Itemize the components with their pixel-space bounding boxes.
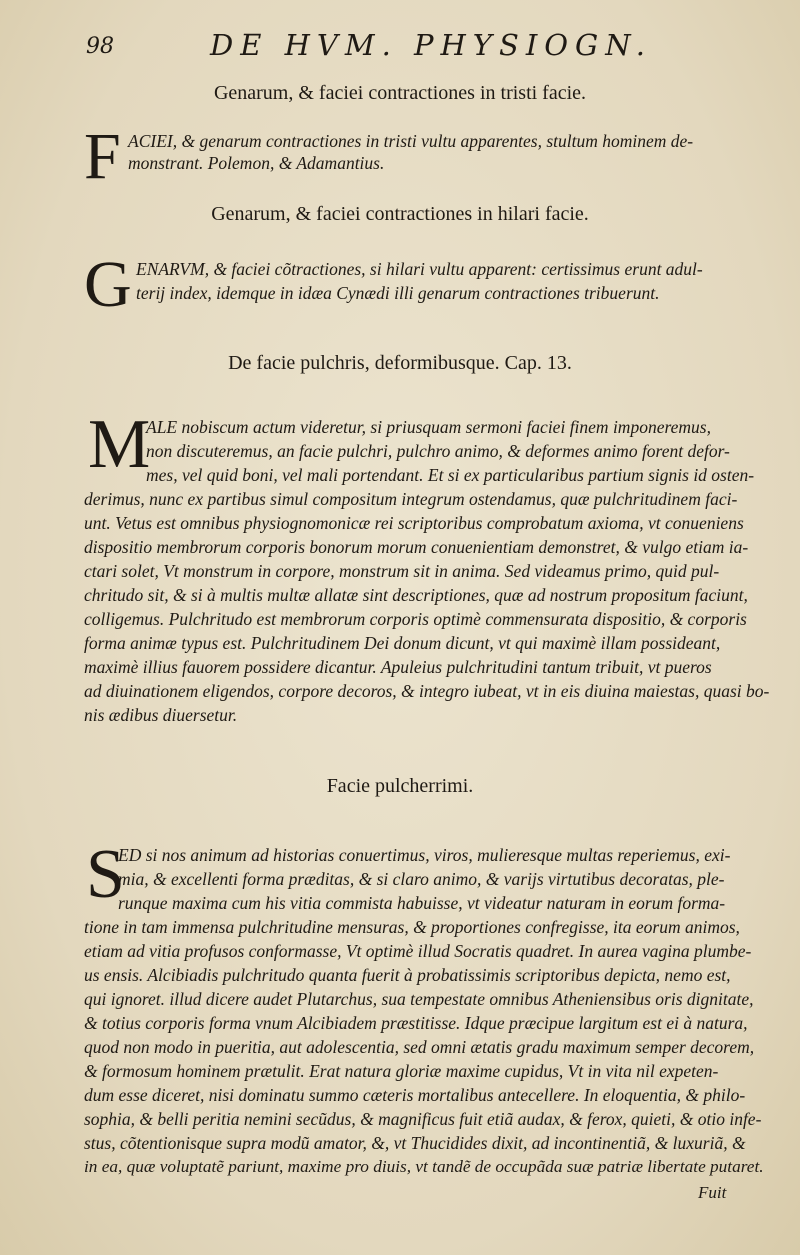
- text-line: tione in tam immensa pulchritudine mensuras, & proportiones confregisse, ita eorum animos,: [84, 917, 740, 937]
- text-line: quod non modo in pueritia, aut adolescentia, sed omni ætatis gradu maximum semper decorem,: [84, 1037, 755, 1057]
- paragraph: [84, 408, 770, 738]
- text-line: us ensis. Alcibiadis pulchritudo quanta fuerit à probatissimis scriptoribus depicta, nemo est,: [84, 965, 731, 985]
- text-line: ctari solet, Vt monstrum in corpore, monstrum sit in anima. Sed videamus primo, quid pul-: [84, 561, 720, 581]
- drop-cap: G: [84, 248, 132, 321]
- text-line: & formosum hominem prætulit. Erat natura gloriæ maxime cupidus, Vt in vita nil expeten-: [84, 1061, 719, 1081]
- text-line: sophia, & belli peritia nemini secũdus, & magnificus fuit etiã audax, & ferox, quieti, & otio infe-: [84, 1109, 762, 1129]
- text-line: ACIEI, & genarum contractiones in tristi vultu apparentes, stultum hominem de-: [128, 131, 694, 151]
- chapter-heading: De facie pulchris, deformibusque. Cap. 13.: [228, 352, 572, 374]
- page-number: 98: [86, 34, 114, 59]
- text-line: & totius corporis forma vnum Alcibiadem præstitisse. Idque præcipue largitum est ei à natura,: [84, 1013, 748, 1033]
- text-line: non discuteremus, an facie pulchri, pulchro animo, & deformes animo forent defor-: [146, 441, 730, 461]
- text-line: ALE nobiscum actum videretur, si priusquam sermoni faciei finem imponeremus,: [146, 417, 711, 437]
- text-line: nis ædibus diuersetur.: [84, 705, 238, 725]
- text-line: etiam ad vitia profusos conformasse, Vt optimè illud Socratis quadret. In aurea vagina plumbe-: [84, 941, 752, 961]
- text-line: maximè illius fauorem possidere dicantur. Apuleius pulchritudini tantum tribuit, vt pueros: [84, 657, 712, 677]
- text-line: ED si nos animum ad historias conuertimus, viros, mulieresque multas reperiemus, exi-: [118, 845, 731, 865]
- text-line: mes, vel quid boni, vel mali portendant. Et si ex particularibus partium signis id osten-: [146, 465, 755, 485]
- section-heading: Facie pulcherrimi.: [326, 775, 474, 797]
- text-line: dum esse diceret, nisi dominatu summo cæteris mortalibus antecellere. In eloquentia, & philo-: [84, 1085, 746, 1105]
- text-line: unt. Vetus est omnibus physiognomonicæ rei scriptoribus comprobatum axioma, vt conueniens: [84, 513, 744, 533]
- text-line: derimus, nunc ex partibus simul compositum integrum ostendamus, quæ pulchritudinem faci-: [84, 489, 738, 509]
- text-line: qui ignoret. illud dicere audet Plutarchus, sua tempestate omnibus Atheniensibus oris dignitate,: [84, 989, 754, 1009]
- section-heading: Genarum, & faciei contractiones in tristi facie.: [213, 82, 587, 104]
- text-line: colligemus. Pulchritudo est membrorum corporis optimè commensurata dispositio, & corporis: [84, 609, 747, 629]
- drop-cap: S: [86, 836, 125, 913]
- running-title: DE HVM. PHYSIOGN.: [210, 28, 652, 62]
- text-line: ad diuinationem eligendos, corpore decoros, & integro iubeat, vt in eis diuina maiestas, quasi bo-: [84, 681, 770, 701]
- text-line: ENARVM, & faciei cõtractiones, si hilari vultu apparent: certissimus erunt adul-: [136, 259, 703, 279]
- text-line: in ea, quæ voluptatẽ pariunt, maxime pro diuis, vt tandẽ de occupãda suæ patriæ libertate putaret.: [84, 1157, 764, 1176]
- section-heading: Genarum, & faciei contractiones in hilari facie.: [211, 203, 589, 225]
- text-line: terij index, idemque in idæa Cynædi illi genarum contractiones tribuerunt.: [136, 283, 660, 303]
- text-line: chritudo sit, & si à multis multæ allatæ sint descriptiones, quæ ad nostrum propositum faciunt,: [84, 585, 748, 605]
- text-line: runque maxima cum his vitia commista habuisse, vt videatur naturam in eorum forma-: [118, 893, 726, 913]
- drop-cap: M: [88, 406, 151, 483]
- text-line: stus, cõtentionisque supra modũ amator, &, vt Thucidides dixit, ad incontinentiã, & luxuriã, &: [84, 1133, 746, 1153]
- paragraph: [84, 836, 770, 1192]
- catchword: Fuit: [698, 1183, 727, 1202]
- running-head: [0, 28, 800, 68]
- text-line: mia, & excellenti forma præditas, & si claro animo, & varijs virtutibus decoratas, ple-: [118, 869, 725, 889]
- text-line: dispositio membrorum corporis bonorum morum conuenientiam demonstret, & vulgo etiam ia-: [84, 537, 749, 557]
- paragraph: [84, 248, 770, 321]
- paragraph: [84, 120, 770, 193]
- drop-cap: F: [84, 120, 121, 193]
- text-line: forma animæ typus est. Pulchritudinem Dei donum dicunt, vt qui maximè illam possideant,: [84, 633, 721, 653]
- text-line: monstrant. Polemon, & Adamantius.: [128, 153, 385, 173]
